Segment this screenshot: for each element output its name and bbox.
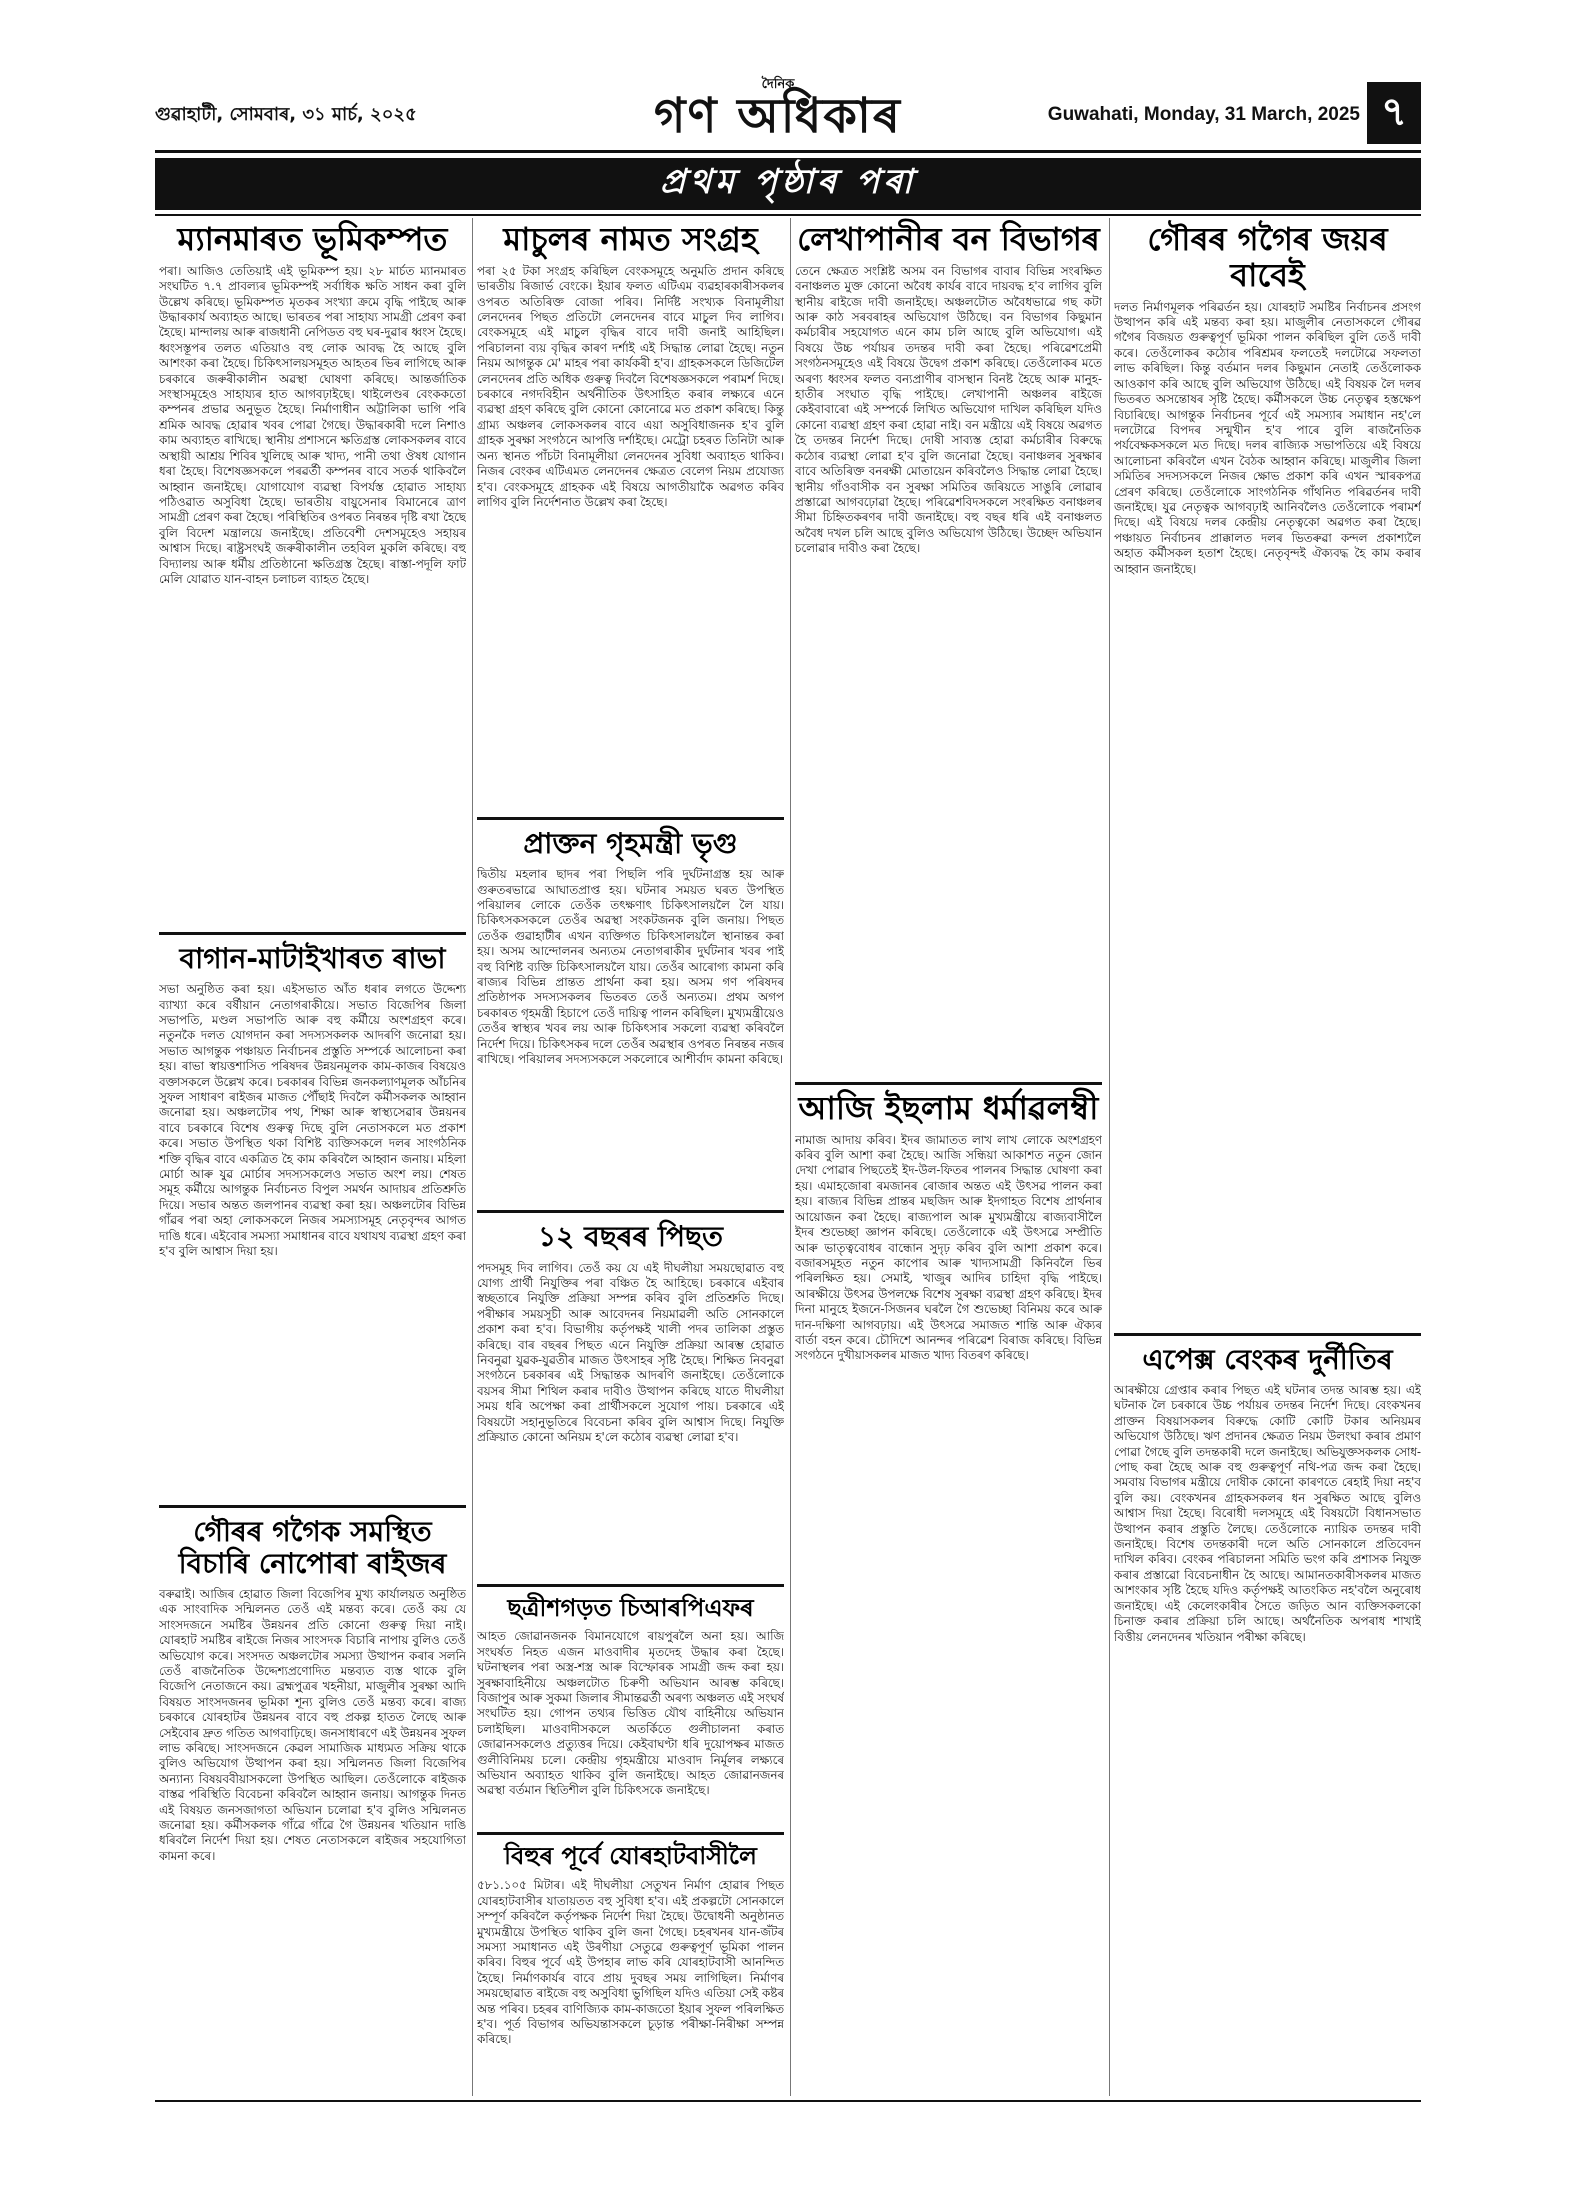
top-rule (155, 150, 1421, 153)
article-divider (159, 1505, 466, 1508)
article-body: পৰা ২৫ টকা সংগ্ৰহ কৰিছিল বেংকসমূহে অনুমতি প্ৰদান কৰিছে ভাৰতীয় ৰিজাৰ্ভ বেংকে। ইয়াৰ ফলত এটিএম ব্যৱহাৰকাৰীসকলৰ ওপৰত অতিৰিক্ত বোজা পৰিব। নিৰ্দিষ্ট সংখ্যক বিনামূলীয়া লেনদেনৰ পিছত প্ৰতিটো লেনদেনৰ বাবে মাচুল দিব লাগিব। বেংকসমূহে এই মাচুল বৃদ্ধিৰ বাবে দাবী জনাই আহিছিল। পৰিচালনা ব্যয় বৃদ্ধিৰ কাৰণ দৰ্শাই এই সিদ্ধান্ত লোৱা হৈছে। নতুন নিয়ম আগন্তুক মে' মাহৰ পৰা কাৰ্যকৰী হ'ব। গ্ৰাহকসকলে ডিজিটেল লেনদেনৰ প্ৰতি অধিক গুৰুত্ব দিবলৈ বিশেষজ্ঞসকলে পৰামৰ্শ দিছে। চৰকাৰে নগদবিহীন অৰ্থনীতিক উৎসাহিত কৰাৰ লক্ষ্যৰে এনে ব্যৱস্থা গ্ৰহণ কৰিছে বুলি কোনো কোনোৱে মত প্ৰকাশ কৰিছে। কিন্তু গ্ৰাম্য অঞ্চলৰ লোকসকলৰ বাবে এয়া অসুবিধাজনক হ'ব বুলি গ্ৰাহক সুৰক্ষা সংগঠনে আপত্তি দৰ্শাইছে। মেট্ৰো চহৰত তিনিটা আৰু অন্য স্থানত পাঁচটা বিনামূলীয়া লেনদেনৰ সুবিধা অব্যাহত থাকিব। নিজৰ বেংকৰ এটিএমত লেনদেনৰ ক্ষেত্ৰত বেলেগ নিয়ম প্ৰযোজ্য হ'ব। বেংকসমূহে গ্ৰাহকক এই বিষয়ে আগতীয়াকৈ অৱগত কৰিব লাগিব বুলি নিৰ্দেশনাত উল্লেখ কৰা হৈছে। (477, 263, 784, 509)
column-4 (1114, 218, 1421, 2096)
article-divider (1114, 1333, 1421, 1336)
article-divider (159, 932, 466, 935)
headline: আজি ইছলাম ধৰ্মাৱলম্বী (798, 1088, 1099, 1127)
headline: লেখাপানীৰ বন বিভাগৰ (797, 220, 1100, 258)
article-body: পদসমূহ দিব লাগিব। তেওঁ কয় যে এই দীঘলীয়া সময়ছোৱাত বহু যোগ্য প্ৰাৰ্থী নিযুক্তিৰ পৰা বঞ্চিত হৈ আহিছে। চৰকাৰে এইবাৰ স্বচ্ছতাৰে নিযুক্তি প্ৰক্ৰিয়া সম্পন্ন কৰিব বুলি প্ৰতিশ্ৰুতি দিছে। পৰীক্ষাৰ সময়সূচী আৰু আবেদনৰ নিয়মাৱলী অতি সোনকালে প্ৰকাশ কৰা হ'ব। বিভাগীয় কৰ্তৃপক্ষই খালী পদৰ তালিকা প্ৰস্তুত কৰিছে। বাৰ বছৰৰ পিছত এনে নিযুক্তি প্ৰক্ৰিয়া আৰম্ভ হোৱাত নিবনুৱা যুৱক-যুৱতীৰ মাজত উৎসাহৰ সৃষ্টি হৈছে। শিক্ষিত নিবনুৱা সংগঠনে চৰকাৰৰ এই সিদ্ধান্তক আদৰণি জনাইছে। তেওঁলোকে বয়সৰ সীমা শিথিল কৰাৰ দাবীও উত্থাপন কৰিছে যাতে দীঘলীয়া সময় ধৰি অপেক্ষা কৰা প্ৰাৰ্থীসকলে সুযোগ পায়। চৰকাৰে এই বিষয়টো সহানুভূতিৰে বিবেচনা কৰিব বুলি আশ্বাস দিছে। নিযুক্তি প্ৰক্ৰিয়াত কোনো অনিয়ম হ'লে কঠোৰ ব্যৱস্থা লোৱা হ'ব। (477, 1260, 784, 1445)
section-banner: প্ৰথম পৃষ্ঠাৰ পৰা (155, 158, 1421, 210)
article-divider (477, 1832, 784, 1835)
logo-prefix: দৈনিক (761, 77, 795, 92)
article-body: পৰা। আজিও তেতিয়াই এই ভূমিকম্প হয়। ২৮ মাৰ্চত ম্যানমাৰত সংঘটিত ৭.৭ প্ৰাবল্যৰ ভূমিকম্পই সৰ্বাধিক ক্ষতি সাধন কৰা বুলি উল্লেখ কৰিছে। ভূমিকম্পত মৃতকৰ সংখ্যা ক্ৰমে বৃদ্ধি পাইছে আৰু উদ্ধাৰকাৰ্য অব্যাহত আছে। ভাৰতৰ পৰা সাহায্য সামগ্ৰী প্ৰেৰণ কৰা হৈছে। মান্দালয় আৰু ৰাজধানী নেপিডত বহু ঘৰ-দুৱাৰ ধ্বংস হৈছে। ধ্বংসস্তূপৰ তলত এতিয়াও বহু লোক আবদ্ধ হৈ আছে বুলি আশংকা কৰা হৈছে। চিকিৎসালয়সমূহত আহতৰ ভিৰ লাগিছে আৰু চৰকাৰে জৰুৰীকালীন অৱস্থা ঘোষণা কৰিছে। আন্তৰ্জাতিক সংস্থাসমূহেও সাহায্যৰ হাত আগবঢ়াইছে। থাইলেণ্ডৰ বেংককতো কম্পনৰ প্ৰভাৱ অনুভূত হৈছে। নিৰ্মাণাধীন অট্টালিকা ভাগি পৰি শ্ৰমিক আবদ্ধ হোৱাৰ খবৰ পোৱা গৈছে। উদ্ধাৰকাৰী দলে নিশাও কাম অব্যাহত ৰাখিছে। স্থানীয় প্ৰশাসনে ক্ষতিগ্ৰস্ত লোকসকলৰ বাবে অস্থায়ী আশ্ৰয় শিবিৰ খুলিছে আৰু খাদ্য, পানী তথা ঔষধ যোগান ধৰা হৈছে। বিশেষজ্ঞসকলে পৰৱৰ্তী কম্পনৰ বাবে সতৰ্ক থাকিবলৈ আহ্বান জনাইছে। যোগাযোগ ব্যৱস্থা বিপৰ্যস্ত হোৱাত সাহায্য পঠিওৱাত অসুবিধা হৈছে। ভাৰতীয় বায়ুসেনাৰ বিমানেৰে ত্ৰাণ সামগ্ৰী প্ৰেৰণ কৰা হৈছে। পৰিস্থিতিৰ ওপৰত নিৰন্তৰ দৃষ্টি ৰখা হৈছে বুলি বিদেশ মন্ত্ৰালয়ে জনাইছে। প্ৰতিবেশী দেশসমূহেও সহায়ৰ আশ্বাস দিছে। ৰাষ্ট্ৰসংঘই জৰুৰীকালীন তহবিল মুকলি কৰিছে। বহু বিদ্যালয় আৰু ধৰ্মীয় প্ৰতিষ্ঠানো ক্ষতিগ্ৰস্ত হৈছে। ৰাস্তা-পদূলি ফাট মেলি যোৱাত যান-বাহন চলাচল ব্যাহত হৈছে। (159, 263, 466, 586)
article-divider (477, 1210, 784, 1213)
column-3 (795, 218, 1102, 2096)
headline: গৌৰৰ গগৈক সমস্থিত বিচাৰি নোপোৰা ৰাইজৰ (178, 1515, 447, 1580)
column-divider (790, 218, 791, 2096)
banner-rule (155, 214, 1421, 216)
headline: প্ৰাক্তন গৃহমন্ত্ৰী ভৃগু (523, 826, 738, 860)
column-divider (1109, 218, 1110, 2096)
page-number: ৭ (1367, 82, 1421, 144)
masthead-date-en: Guwahati, Monday, 31 March, 2025 (1047, 104, 1360, 125)
article-body: তেনে ক্ষেত্ৰত সংশ্লিষ্ট অসম বন বিভাগৰ বাবাৰ বিভিন্ন সংৰক্ষিত বনাঞ্চলত মুক্ত কোনো অবৈধ কাৰ্যৰ বাবে দায়বদ্ধ হ'ব লাগিব বুলি স্থানীয় ৰাইজে দাবী জনাইছে। অঞ্চলটোত অবৈধভাৱে গছ কটা আৰু কাঠ সৰবৰাহৰ অভিযোগ উঠিছে। বন বিভাগৰ কিছুমান কৰ্মচাৰীৰ সহযোগত এনে কাম চলি আছে বুলি অভিযোগ। এই বিষয়ে উচ্চ পৰ্যায়ৰ তদন্তৰ দাবী কৰা হৈছে। পৰিৱেশপ্ৰেমী সংগঠনসমূহেও এই বিষয়ে উদ্বেগ প্ৰকাশ কৰিছে। তেওঁলোকৰ মতে অৰণ্য ধ্বংসৰ ফলত বন্যপ্ৰাণীৰ বাসস্থান বিনষ্ট হৈছে আৰু মানুহ-হাতীৰ সংঘাত বৃদ্ধি পাইছে। লেখাপানী অঞ্চলৰ ৰাইজে কেইবাবাৰো এই সম্পৰ্কে লিখিত অভিযোগ দাখিল কৰিছিল যদিও কোনো ব্যৱস্থা গ্ৰহণ কৰা হোৱা নাই। বন মন্ত্ৰীয়ে এই বিষয়ে অৱগত হৈ তদন্তৰ নিৰ্দেশ দিছে। দোষী সাব্যস্ত হোৱা কৰ্মচাৰীৰ বিৰুদ্ধে কঠোৰ ব্যৱস্থা লোৱা হ'ব বুলি জনোৱা হৈছে। বনাঞ্চলৰ সুৰক্ষাৰ বাবে অতিৰিক্ত বনৰক্ষী মোতায়েন কৰিবলৈও সিদ্ধান্ত লোৱা হৈছে। স্থানীয় গাঁওবাসীক বন সুৰক্ষা সমিতিৰ জৰিয়তে সাঙুৰি লোৱাৰ প্ৰস্তাৱো আগবঢ়োৱা হৈছে। পৰিৱেশবিদসকলে সংৰক্ষিত বনাঞ্চলৰ সীমা চিহ্নিতকৰণৰ দাবী জনাইছে। বহু বছৰ ধৰি এই বনাঞ্চলত অবৈধ দখল চলি আছে বুলিও অভিযোগ উঠিছে। উচ্ছেদ অভিযান চলোৱাৰ দাবীও কৰা হৈছে। (795, 263, 1102, 556)
headline: ম্যানমাৰত ভূমিকম্পত (177, 220, 448, 258)
headline: মাচুলৰ নামত সংগ্ৰহ (503, 220, 758, 258)
article-body: নামাজ আদায় কৰিব। ইদৰ জামাতত লাখ লাখ লোকে অংশগ্ৰহণ কৰিব বুলি আশা কৰা হৈছে। আজি সন্ধিয়া আকাশত নতুন জোন দেখা পোৱাৰ পিছতেই ইদ-উল-ফিতৰ পালনৰ সিদ্ধান্ত ঘোষণা কৰা হয়। এমাহজোৰা ৰমজানৰ ৰোজাৰ অন্তত এই উৎসৱ পালন কৰা হয়। ৰাজ্যৰ বিভিন্ন প্ৰান্তৰ মছজিদ আৰু ইদগাহত বিশেষ প্ৰাৰ্থনাৰ আয়োজন কৰা হৈছে। ৰাজ্যপাল আৰু মুখ্যমন্ত্ৰীয়ে ৰাজ্যবাসীলৈ ইদৰ শুভেচ্ছা জ্ঞাপন কৰিছে। তেওঁলোকে এই উৎসৱে সম্প্ৰীতি আৰু ভাতৃত্ববোধৰ বান্ধোন সুদৃঢ় কৰিব বুলি আশা প্ৰকাশ কৰে। বজাৰসমূহত নতুন কাপোৰ আৰু খাদ্যসামগ্ৰী কিনিবলৈ ভিৰ পৰিলক্ষিত হয়। সেমাই, খাজুৰ আদিৰ চাহিদা বৃদ্ধি পাইছে। আৰক্ষীয়ে উৎসৱ উপলক্ষে বিশেষ সুৰক্ষা ব্যৱস্থা গ্ৰহণ কৰিছে। ইদৰ দিনা মানুহে ইজনে-সিজনৰ ঘৰলৈ গৈ শুভেচ্ছা বিনিময় কৰে আৰু দান-দক্ষিণা আগবঢ়ায়। এই উৎসৱে সমাজত শান্তি আৰু ঐক্যৰ বাৰ্তা বহন কৰে। চৌদিশে আনন্দৰ পৰিৱেশ বিৰাজ কৰিছে। বিভিন্ন সংগঠনে দুখীয়াসকলৰ মাজত খাদ্য বিতৰণ কৰিছে। (795, 1132, 1102, 1363)
article-body: সভা অনুষ্ঠিত কৰা হয়। এইসভাত আঁত ধৰাৰ লগতে উদ্দেশ্য ব্যাখ্যা কৰে বৰ্ষীয়ান নেতাগৰাকীয়ে। সভাত বিজেপিৰ জিলা সভাপতি, মণ্ডল সভাপতি আৰু বহু কৰ্মীয়ে অংশগ্ৰহণ কৰে। নতুনকৈ দলত যোগদান কৰা সদস্যসকলক আদৰণি জনোৱা হয়। সভাত আগন্তুক পঞ্চায়ত নিৰ্বাচনৰ প্ৰস্তুতি সম্পৰ্কে আলোচনা কৰা হয়। ৰাভা স্বায়ত্তশাসিত পৰিষদৰ উন্নয়নমূলক কাম-কাজৰ বিষয়েও বক্তাসকলে উল্লেখ কৰে। চৰকাৰৰ বিভিন্ন জনকল্যাণমূলক আঁচনিৰ সুফল সাধাৰণ ৰাইজৰ মাজত পৌঁছাই দিবলৈ কৰ্মীসকলক আহ্বান জনোৱা হয়। অঞ্চলটোৰ পথ, শিক্ষা আৰু স্বাস্থ্যসেৱাৰ উন্নয়নৰ বাবে চৰকাৰে বিশেষ গুৰুত্ব দিছে বুলি নেতাসকলে মত প্ৰকাশ কৰে। সভাত উপস্থিত থকা বিশিষ্ট ব্যক্তিসকলে দলৰ সাংগঠনিক শক্তি বৃদ্ধিৰ বাবে একত্ৰিত হৈ কাম কৰিবলৈ আহ্বান জনায়। মহিলা মোৰ্চা আৰু যুৱ মোৰ্চাৰ সদস্যসকলেও সভাত অংশ লয়। শেষত সমূহ কৰ্মীয়ে আগন্তুক নিৰ্বাচনত বিপুল সমৰ্থন আদায়ৰ প্ৰতিশ্ৰুতি দিয়ে। সভাৰ অন্তত জলপানৰ ব্যৱস্থা কৰা হয়। অঞ্চলটোৰ বিভিন্ন গাঁৱৰ পৰা অহা লোকসকলে নিজৰ সমস্যাসমূহ নেতৃবৃন্দৰ আগত দাঙি ধৰে। এইবোৰ সমস্যা সমাধানৰ বাবে যথাযথ ব্যৱস্থা গ্ৰহণ কৰা হ'ব বুলি আশ্বাস দিয়া হয়। (159, 982, 466, 1259)
newspaper-logo (633, 75, 923, 153)
bottom-rule (155, 2100, 1421, 2102)
column-2 (477, 218, 784, 2096)
article-body: ৫৮১.১০৫ মিটাৰ। এই দীঘলীয়া সেতুখন নিৰ্মাণ হোৱাৰ পিছত যোৰহাটবাসীৰ যাতায়তত বহু সুবিধা হ'ব। এই প্ৰকল্পটো সোনকালে সম্পূৰ্ণ কৰিবলৈ কৰ্তৃপক্ষক নিৰ্দেশ দিয়া হৈছে। উদ্বোধনী অনুষ্ঠানত মুখ্যমন্ত্ৰীয়ে উপস্থিত থাকিব বুলি জনা গৈছে। চহৰখনৰ যান-জঁটৰ সমস্যা সমাধানত এই উৰণীয়া সেতুৱে গুৰুত্বপূৰ্ণ ভূমিকা পালন কৰিব। বিহুৰ পূৰ্বে এই উপহাৰ লাভ কৰি যোৰহাটবাসী আনন্দিত হৈছে। নিৰ্মাণকাৰ্যৰ বাবে প্ৰায় দুবছৰ সময় লাগিছিল। নিৰ্মাণৰ সময়ছোৱাত ৰাইজে বহু অসুবিধা ভুগিছিল যদিও এতিয়া সেই কষ্টৰ অন্ত পৰিব। চহৰৰ বাণিজ্যিক কাম-কাজতো ইয়াৰ সুফল পৰিলক্ষিত হ'ব। পূৰ্ত বিভাগৰ অভিযন্তাসকলে চূড়ান্ত পৰীক্ষা-নিৰীক্ষা সম্পন্ন কৰিছে। (477, 1878, 784, 2047)
headline: বাগান-মাটাইখাৰত ৰাভা (179, 941, 446, 975)
column-1 (159, 218, 466, 2096)
headline: বিহুৰ পূৰ্বে যোৰহাটবাসীলৈ (504, 1842, 757, 1871)
article-body: দলত নিৰ্মাণমূলক পৰিৱৰ্তন হয়। যোৰহাট সমষ্টিৰ নিৰ্বাচনৰ প্ৰসংগ উত্থাপন কৰি এই মন্তব্য কৰা হয়। মাজুলীৰ নেতাসকলে গৌৰৱ গগৈৰ বিজয়ত গুৰুত্বপূৰ্ণ ভূমিকা পালন কৰিছিল বুলি তেওঁ দাবী কৰে। তেওঁলোকৰ কঠোৰ পৰিশ্ৰমৰ ফলতেই দলটোৱে সফলতা লাভ কৰিছিল। কিন্তু বৰ্তমান দলৰ কিছুমান নেতাই তেওঁলোকক আওকাণ কৰি আছে বুলি অভিযোগ উঠিছে। এই বিষয়ক লৈ দলৰ ভিতৰত অসন্তোষৰ সৃষ্টি হৈছে। কৰ্মীসকলে উচ্চ নেতৃত্বৰ হস্তক্ষেপ বিচাৰিছে। আগন্তুক নিৰ্বাচনৰ পূৰ্বে এই সমস্যাৰ সমাধান নহ'লে দলটোৱে বিপদৰ সন্মুখীন হ'ব পাৰে বুলি ৰাজনৈতিক পৰ্যবেক্ষকসকলে মত দিছে। দলৰ ৰাজ্যিক সভাপতিয়ে এই বিষয়ে আলোচনা কৰিবলৈ এখন বৈঠক আহ্বান কৰিছে। মাজুলীৰ জিলা সমিতিৰ সদস্যসকলে নিজৰ ক্ষোভ প্ৰকাশ কৰি এখন স্মাৰকপত্ৰ প্ৰেৰণ কৰিছে। তেওঁলোকে সাংগঠনিক গাঁথনিত পৰিৱৰ্তনৰ দাবী জনাইছে। যুৱ নেতৃত্বক আগবঢ়াই আনিবলৈও তেওঁলোকে পৰামৰ্শ দিছে। এই বিষয়ে দলৰ কেন্দ্ৰীয় নেতৃত্বকো অৱগত কৰা হৈছে। পঞ্চায়ত নিৰ্বাচনৰ প্ৰাক্কালত দলৰ ভিতৰুৱা কন্দল প্ৰকাশ্যলৈ অহাত কৰ্মীসকল হতাশ হৈছে। নেতৃবৃন্দই ঐক্যবদ্ধ হৈ কাম কৰাৰ আহ্বান জনাইছে। (1114, 299, 1421, 576)
masthead-date-local: গুৱাহাটী, সোমবাৰ, ৩১ মাৰ্চ, ২০২৫ (155, 104, 417, 125)
article-body: দ্বিতীয় মহলাৰ ছাদৰ পৰা পিছলি পৰি দুৰ্ঘটনাগ্ৰস্ত হয় আৰু গুৰুতৰভাৱে আঘাতপ্ৰাপ্ত হয়। ঘটনাৰ সময়ত ঘৰত উপস্থিত পৰিয়ালৰ লোকে তেওঁক তৎক্ষণাৎ চিকিৎসালয়লৈ লৈ যায়। চিকিৎসকসকলে তেওঁৰ অৱস্থা সংকটজনক বুলি জনায়। পিছত তেওঁক গুৱাহাটীৰ এখন ব্যক্তিগত চিকিৎসালয়লৈ স্থানান্তৰ কৰা হয়। অসম আন্দোলনৰ অন্যতম নেতাগৰাকীৰ দুৰ্ঘটনাৰ খবৰ পাই বহু বিশিষ্ট ব্যক্তি চিকিৎসালয়লৈ যায়। তেওঁৰ আৰোগ্য কামনা কৰি ৰাজ্যৰ বিভিন্ন প্ৰান্তত প্ৰাৰ্থনা কৰা হয়। অসম গণ পৰিষদৰ প্ৰতিষ্ঠাপক সদস্যসকলৰ ভিতৰত তেওঁ অন্যতম। প্ৰথম অগপ চৰকাৰত গৃহমন্ত্ৰী হিচাপে তেওঁ দায়িত্ব পালন কৰিছিল। মুখ্যমন্ত্ৰীয়েও তেওঁৰ স্বাস্থ্যৰ খবৰ লয় আৰু চিকিৎসাৰ সকলো ব্যৱস্থা কৰিবলৈ নিৰ্দেশ দিয়ে। চিকিৎসকৰ দলে তেওঁৰ অৱস্থাৰ ওপৰত নিৰন্তৰ নজৰ ৰাখিছে। পৰিয়ালৰ সদস্যসকলে সকলোৰে আশীৰ্বাদ কামনা কৰিছে। (477, 867, 784, 1067)
logo-wordmark: গণ অধিকাৰ (654, 88, 902, 144)
headline: এপেক্স বেংকৰ দুৰ্নীতিৰ (1142, 1342, 1393, 1376)
column-divider (472, 218, 473, 2096)
article-divider (477, 817, 784, 820)
headline: ১২ বছৰৰ পিছত (538, 1220, 723, 1254)
headline: গৌৰৰ গগৈৰ জয়ৰ বাবেই (1147, 220, 1388, 294)
article-body: বৰুৱাই। আজিৰ হোৱাত জিলা বিজেপিৰ মুখ্য কাৰ্যালয়ত অনুষ্ঠিত এক সাংবাদিক সন্মিলনত তেওঁ এই মন্তব্য কৰে। তেওঁ কয় যে সাংসদজনে সমষ্টিৰ উন্নয়নৰ প্ৰতি কোনো গুৰুত্ব দিয়া নাই। যোৰহাট সমষ্টিৰ ৰাইজে নিজৰ সাংসদক বিচাৰি নাপায় বুলিও তেওঁ অভিযোগ কৰে। সংসদত অঞ্চলটোৰ সমস্যা উত্থাপন কৰাৰ সলনি তেওঁ ৰাজনৈতিক উদ্দেশ্যপ্ৰণোদিত মন্তব্যত ব্যস্ত থাকে বুলি বিজেপি নেতাজনে কয়। ব্ৰহ্মপুত্ৰৰ খহনীয়া, মাজুলীৰ সুৰক্ষা আদি বিষয়ত সাংসদজনৰ ভূমিকা শূন্য বুলিও তেওঁ মন্তব্য কৰে। ৰাজ্য চৰকাৰে যোৰহাটৰ উন্নয়নৰ বাবে বহু প্ৰকল্প হাতত লৈছে আৰু সেইবোৰ দ্ৰুত গতিত আগবাঢ়িছে। জনসাধাৰণে এই উন্নয়নৰ সুফল লাভ কৰিছে। সাংসদজনে কেৱল সামাজিক মাধ্যমত সক্ৰিয় থাকে বুলিও অভিযোগ উত্থাপন কৰা হয়। সন্মিলনত জিলা বিজেপিৰ অন্যান্য বিষয়ববীয়াসকলো উপস্থিত আছিল। তেওঁলোকে ৰাইজক বাস্তৱ পৰিস্থিতি বিবেচনা কৰিবলৈ আহ্বান জনায়। আগন্তুক দিনত এই বিষয়ত জনসজাগতা অভিযান চলোৱা হ'ব বুলিও সন্মিলনত জনোৱা হয়। কৰ্মীসকলক গাঁৱে গাঁৱে গৈ উন্নয়নৰ খতিয়ান দাঙি ধৰিবলৈ নিৰ্দেশ দিয়া হয়। শেষত নেতাসকলে ৰাইজৰ সহযোগিতা কামনা কৰে। (159, 1586, 466, 1863)
article-divider (477, 1584, 784, 1587)
article-body: আহত জোৱানজনক বিমানযোগে ৰায়পুৰলৈ অনা হয়। আজি সংঘৰ্ষত নিহত এজন মাওবাদীৰ মৃতদেহ উদ্ধাৰ কৰা হৈছে। ঘটনাস্থলৰ পৰা অস্ত্ৰ-শস্ত্ৰ আৰু বিস্ফোৰক সামগ্ৰী জব্দ কৰা হয়। সুৰক্ষাবাহিনীয়ে অঞ্চলটোত চিৰুণী অভিযান আৰম্ভ কৰিছে। বিজাপুৰ আৰু সুকমা জিলাৰ সীমান্তৱৰ্তী অৰণ্য অঞ্চলত এই সংঘৰ্ষ সংঘটিত হয়। গোপন তথ্যৰ ভিত্তিত যৌথ বাহিনীয়ে অভিযান চলাইছিল। মাওবাদীসকলে অতৰ্কিতে গুলীচালনা কৰাত জোৱানসকলেও প্ৰত্যুত্তৰ দিয়ে। কেইবাঘণ্টা ধৰি দুয়োপক্ষৰ মাজত গুলীবিনিময় চলে। কেন্দ্ৰীয় গৃহমন্ত্ৰীয়ে মাওবাদ নিৰ্মূলৰ লক্ষ্যৰে অভিযান অব্যাহত থাকিব বুলি জনাইছে। আহত জোৱানজনৰ অৱস্থা বৰ্তমান স্থিতিশীল বুলি চিকিৎসকে জনাইছে। (477, 1629, 784, 1798)
headline: ছত্ৰীশগড়ত চিআৰপিএফৰ (507, 1593, 754, 1622)
article-body: আৰক্ষীয়ে গ্ৰেপ্তাৰ কৰাৰ পিছত এই ঘটনাৰ তদন্ত আৰম্ভ হয়। এই ঘটনাক লৈ চৰকাৰে উচ্চ পৰ্যায়ৰ তদন্তৰ নিৰ্দেশ দিছে। বেংকখনৰ প্ৰাক্তন বিষয়াসকলৰ বিৰুদ্ধে কোটি কোটি টকাৰ অনিয়মৰ অভিযোগ উঠিছে। ঋণ প্ৰদানৰ ক্ষেত্ৰত নিয়ম উলংঘা কৰাৰ প্ৰমাণ পোৱা গৈছে বুলি তদন্তকাৰী দলে জনাইছে। অভিযুক্তসকলক সোধ-পোছ কৰা হৈছে আৰু বহু গুৰুত্বপূৰ্ণ নথি-পত্ৰ জব্দ কৰা হৈছে। সমবায় বিভাগৰ মন্ত্ৰীয়ে দোষীক কোনো কাৰণতে ৰেহাই দিয়া নহ'ব বুলি কয়। বেংকখনৰ গ্ৰাহকসকলৰ ধন সুৰক্ষিত আছে বুলিও আশ্বাস দিয়া হৈছে। বিৰোধী দলসমূহে এই বিষয়টো বিধানসভাত উত্থাপন কৰাৰ প্ৰস্তুতি লৈছে। তেওঁলোকে ন্যায়িক তদন্তৰ দাবী জনাইছে। বিশেষ তদন্তকাৰী দলে অতি সোনকালে প্ৰতিবেদন দাখিল কৰিব। বেংকৰ পৰিচালনা সমিতি ভংগ কৰি প্ৰশাসক নিযুক্ত কৰাৰ প্ৰস্তাৱো বিবেচনাধীন হৈ আছে। আমানতকাৰীসকলৰ মাজত আশংকাৰ সৃষ্টি হৈছে যদিও কৰ্তৃপক্ষই আতংকিত নহ'বলৈ অনুৰোধ জনাইছে। এই কেলেংকাৰীৰ সৈতে জড়িত আন ব্যক্তিসকলকো চিনাক্ত কৰাৰ প্ৰক্ৰিয়া চলি আছে। অৰ্থনৈতিক অপৰাধ শাখাই বিত্তীয় লেনদেনৰ খতিয়ান পৰীক্ষা কৰিছে। (1114, 1383, 1421, 1644)
article-divider (795, 1082, 1102, 1085)
